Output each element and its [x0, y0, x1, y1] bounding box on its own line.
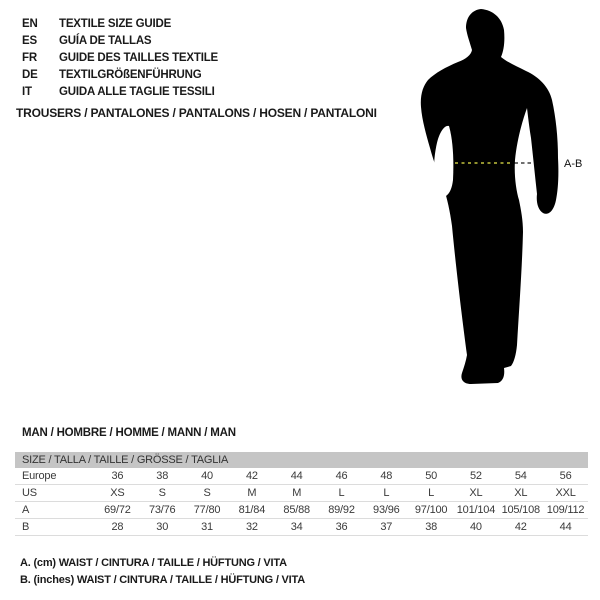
language-title: TEXTILE SIZE GUIDE — [59, 17, 172, 30]
table-row — [15, 519, 588, 536]
row-label: A — [22, 504, 30, 516]
table-cell: 28 — [111, 521, 124, 533]
language-list — [22, 15, 218, 100]
table-cell: 37 — [380, 521, 393, 533]
measure-notes — [20, 555, 305, 589]
table-cell: 38 — [156, 470, 169, 482]
table-cell: 36 — [111, 470, 124, 482]
table-cell: S — [203, 487, 211, 499]
row-label: B — [22, 521, 30, 533]
language-title: GUÍA DE TALLAS — [59, 34, 152, 47]
table-header: SIZE / TALLA / TAILLE / GRÖSSE / TAGLIA — [15, 452, 588, 468]
table-cell: 56 — [559, 470, 572, 482]
section-title: MAN / HOMBRE / HOMME / MANN / MAN — [22, 427, 236, 439]
language-row — [22, 49, 218, 66]
row-label: US — [22, 487, 37, 499]
language-row — [22, 66, 218, 83]
figure-panel — [410, 0, 600, 400]
table-body — [15, 468, 588, 536]
table-cell: L — [338, 487, 345, 499]
table-cell: 30 — [156, 521, 169, 533]
table-cell: 48 — [380, 470, 393, 482]
table-cell: L — [383, 487, 390, 499]
table-cell: XXL — [555, 487, 576, 499]
language-title: GUIDA ALLE TAGLIE TESSILI — [59, 85, 215, 98]
table-cell: M — [292, 487, 302, 499]
language-title: GUIDE DES TAILLES TEXTILE — [59, 51, 218, 64]
language-row — [22, 32, 218, 49]
table-cell: 109/112 — [546, 504, 585, 516]
measure-note: B. (inches) WAIST / CINTURA / TAILLE / HÜFTUNG / VITA — [20, 574, 305, 586]
table-cell: 32 — [245, 521, 258, 533]
table-cell: 38 — [425, 521, 438, 533]
table-cell: S — [158, 487, 166, 499]
table-cell: 42 — [514, 521, 527, 533]
table-cell: 40 — [470, 521, 482, 533]
table-cell: M — [247, 487, 257, 499]
man-silhouette — [421, 9, 559, 384]
table-cell: 101/104 — [456, 504, 496, 516]
size-table — [15, 452, 588, 536]
table-cell: 44 — [559, 521, 572, 533]
measure-note: A. (cm) WAIST / CINTURA / TAILLE / HÜFTUNG / VITA — [20, 557, 287, 569]
table-cell: 89/92 — [328, 504, 355, 516]
measure-label: A-B — [564, 158, 583, 170]
table-cell: L — [428, 487, 435, 499]
language-code: EN — [22, 17, 38, 30]
table-cell: 34 — [290, 521, 303, 533]
language-title: TEXTILGRÖßENFÜHRUNG — [59, 68, 202, 81]
table-cell: 40 — [201, 470, 213, 482]
table-cell: 46 — [335, 470, 348, 482]
man-silhouette-svg — [410, 0, 600, 400]
table-cell: 36 — [335, 521, 348, 533]
table-cell: 105/108 — [501, 504, 540, 516]
language-row — [22, 15, 218, 32]
table-cell: 77/80 — [193, 504, 221, 516]
table-cell: XL — [469, 487, 483, 499]
language-code: IT — [22, 85, 32, 98]
table-cell: 73/76 — [148, 504, 176, 516]
language-code: ES — [22, 34, 37, 47]
table-cell: 31 — [201, 521, 213, 533]
table-cell: 85/88 — [283, 504, 310, 516]
table-cell: 42 — [245, 470, 258, 482]
language-code: DE — [22, 68, 38, 81]
table-cell: 44 — [290, 470, 303, 482]
row-label: Europe — [22, 470, 57, 482]
language-row — [22, 83, 218, 100]
table-cell: XL — [514, 487, 528, 499]
table-cell: 50 — [425, 470, 438, 482]
table-cell: 69/72 — [104, 504, 131, 516]
garment-title: TROUSERS / PANTALONES / PANTALONS / HOSEN / PANTALONI — [16, 106, 377, 120]
language-code: FR — [22, 51, 37, 64]
table-cell: 52 — [470, 470, 482, 482]
table-row — [15, 502, 588, 519]
table-row — [15, 485, 588, 502]
table-cell: 93/96 — [373, 504, 400, 516]
table-cell: XS — [110, 487, 125, 499]
table-cell: 97/100 — [414, 504, 448, 516]
table-cell: 81/84 — [238, 504, 266, 516]
table-row — [15, 468, 588, 485]
table-cell: 54 — [514, 470, 527, 482]
